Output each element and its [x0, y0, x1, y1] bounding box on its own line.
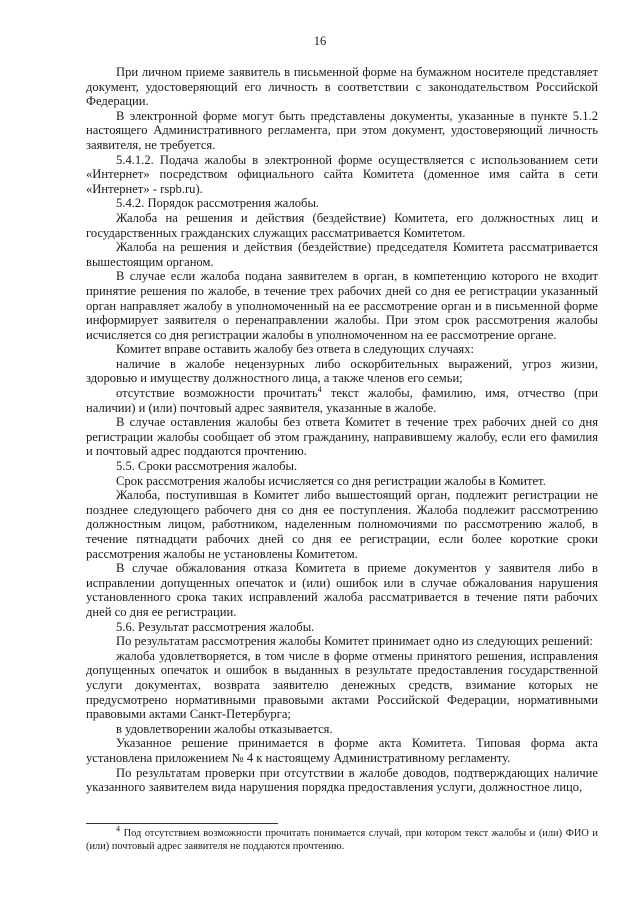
paragraph: 5.4.1.2. Подача жалобы в электронной форме осуществляется с использованием сети «Интернет» посредством официального сайта Комитета (доменное имя сайта в сети «Интернет» - rspb.ru). — [86, 152, 598, 196]
paragraph: Срок рассмотрения жалобы исчисляется со дня регистрации жалобы в Комитет. — [116, 473, 546, 488]
paragraph: По результатам рассмотрения жалобы Комитет принимает одно из следующих решений: — [116, 634, 593, 649]
paragraph: Жалоба на решения и действия (бездействие) Комитета, его должностных лиц и государственных гражданских служащих рассматривается Комитетом. — [86, 210, 598, 240]
paragraph: При личном приеме заявитель в письменной форме на бумажном носителе представляет документ, удостоверяющий его личность в соответствии с законодательством Российской Федерации. — [86, 65, 598, 109]
page-number: 16 — [313, 34, 327, 48]
footnote-mark: 4 — [116, 824, 120, 834]
paragraph: Жалоба, поступившая в Комитет либо вышестоящий орган, подлежит регистрации не позднее следующего рабочего дня со дня ее поступления. Жалоба подлежит рассмотрению должностным лицом, работником, наделенным полномочиями по рассмотрению жалоб, в течение пятнадцати рабочих дней со дня ее регистрации, если более короткие сроки рассмотрения жалобы не установлены Комитетом. — [86, 488, 598, 561]
paragraph: Комитет вправе оставить жалобу без ответа в следующих случаях: — [116, 342, 475, 357]
footnote-divider — [86, 823, 278, 824]
list-item: жалоба удовлетворяется, в том числе в форме отмены принятого решения, исправления допущенных опечаток и ошибок в выданных в результате предоставления государственной услуги документах, возврата заявителю денежных средств, взимание которых не предусмотрено нормативными правовыми актами Российской Федерации, нормативными правовыми актами Санкт-Петербурга; — [86, 648, 598, 722]
list-item: наличие в жалобе нецензурных либо оскорбительных выражений, угроз жизни, здоровью и имуществу должностного лица, а также членов его семьи; — [86, 356, 598, 386]
text-run: отсутствие возможности прочитать — [116, 386, 318, 401]
footnote-reference: 4 — [317, 384, 322, 394]
paragraph: В случае оставления жалобы без ответа Комитет в течение трех рабочих дней со дня регистрации жалобы сообщает об этом гражданину, направившему жалобу, если его фамилия и почтовый адрес поддаются прочтению. — [86, 415, 598, 459]
paragraph: Жалоба на решения и действия (бездействие) председателя Комитета рассматривается вышестоящим органом. — [86, 240, 598, 269]
text-run: текст жалобы, фамилию, имя, отчество (при наличии) и (или) почтовый адрес заявителя, указанные в жалобе. — [86, 386, 599, 415]
paragraph: В случае обжалования отказа Комитета в приеме документов у заявителя либо в исправлении допущенных опечаток и (или) ошибок или в случае обжалования нарушения установленного срока таких исправлений жалоба рассматривается в течение пяти рабочих дней со дня ее регистрации. — [86, 561, 598, 619]
document-body — [86, 65, 598, 795]
paragraph: По результатам проверки при отсутствии в жалобе доводов, подтверждающих наличие указанного заявителем вида нарушения порядка предоставления услуги, должностное лицо, — [86, 765, 598, 795]
section-heading: 5.6. Результат рассмотрения жалобы. — [116, 619, 315, 634]
footnote — [86, 824, 598, 853]
list-item: в удовлетворении жалобы отказывается. — [116, 721, 333, 736]
section-heading: 5.5. Сроки рассмотрения жалобы. — [116, 459, 298, 474]
list-item — [86, 386, 598, 415]
footnote-text: Под отсутствием возможности прочитать понимается случай, при котором текст жалобы и (или) ФИО и (или) почтовый адрес заявителя не поддаются прочтению. — [86, 828, 598, 852]
section-heading: 5.4.2. Порядок рассмотрения жалобы. — [116, 196, 320, 211]
paragraph: Указанное решение принимается в форме акта Комитета. Типовая форма акта установлена приложением № 4 к настоящему Административному регламенту. — [86, 736, 598, 765]
paragraph: В электронной форме могут быть представлены документы, указанные в пункте 5.1.2 настоящего Административного регламента, при этом документ, удостоверяющий личность заявителя, не требуется. — [86, 108, 598, 152]
paragraph: В случае если жалоба подана заявителем в орган, в компетенцию которого не входит принятие решения по жалобе, в течение трех рабочих дней со дня ее регистрации указанный орган направляет жалобу в уполномоченный на ее рассмотрение орган и в письменной форме информирует заявителя о перенаправлении жалобы. При этом срок рассмотрения жалобы исчисляется со дня регистрации жалобы в уполномоченном на ее рассмотрение органе. — [86, 269, 598, 342]
